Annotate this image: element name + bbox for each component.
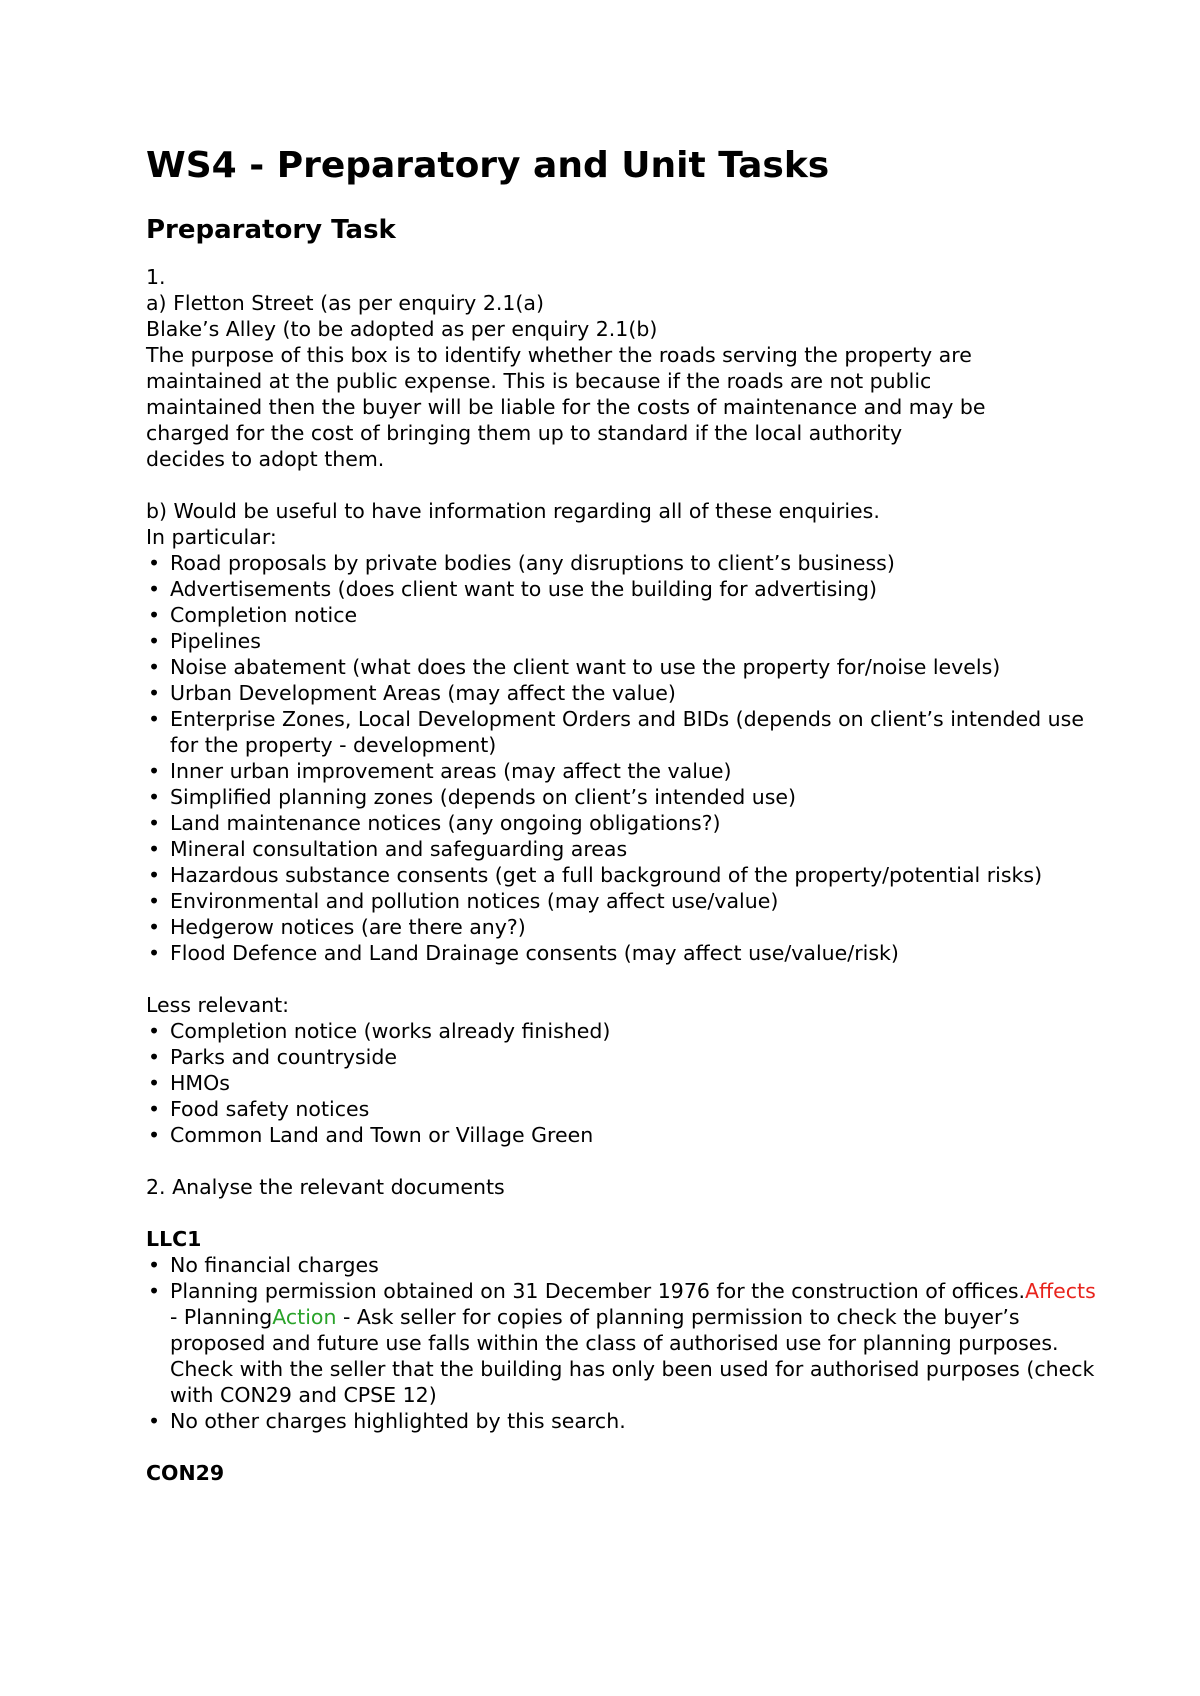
- llc1-list: [146, 1252, 1106, 1434]
- list-item: • Common Land and Town or Village Green: [146, 1122, 1106, 1148]
- list-item: • Parks and countryside: [146, 1044, 1106, 1070]
- answer-b-intro: b) Would be useful to have information regarding all of these enquiries.: [146, 499, 880, 523]
- action-label: Action: [272, 1305, 337, 1329]
- list-item: • HMOs: [146, 1070, 1106, 1096]
- con29-heading: CON29: [146, 1461, 225, 1485]
- list-item: • Pipelines: [146, 628, 1106, 654]
- list-item: • Completion notice: [146, 602, 1106, 628]
- list-item: • Enterprise Zones, Local Development Orders and BIDs (depends on client’s intended use for the property - development): [146, 706, 1106, 758]
- planning-text-1: Planning permission obtained on 31 December 1976 for the construction of offices.: [170, 1279, 1026, 1303]
- list-item: • No other charges highlighted by this search.: [146, 1408, 1106, 1434]
- less-relevant-label: Less relevant:: [146, 993, 290, 1017]
- answer-a-line: decides to adopt them.: [146, 447, 385, 471]
- section-heading: Preparatory Task: [146, 215, 396, 245]
- document-page: [146, 140, 1106, 1486]
- document-title: WS4 - Preparatory and Unit Tasks: [146, 145, 830, 186]
- list-item: • Hazardous substance consents (get a full background of the property/potential risks): [146, 862, 1106, 888]
- answer-a-line: a) Fletton Street (as per enquiry 2.1(a): [146, 291, 544, 315]
- list-item-planning-permission: [146, 1278, 1106, 1408]
- list-item: • Urban Development Areas (may affect the value): [146, 680, 1106, 706]
- planning-text-2: - Planning: [170, 1305, 273, 1329]
- relevant-enquiries-list: [146, 550, 1106, 966]
- list-item: • Simplified planning zones (depends on client’s intended use): [146, 784, 1106, 810]
- list-item: • Flood Defence and Land Drainage consents (may affect use/value/risk): [146, 940, 1106, 966]
- list-item: • Completion notice (works already finished): [146, 1018, 1106, 1044]
- answer-a-line: Blake’s Alley (to be adopted as per enquiry 2.1(b): [146, 317, 658, 341]
- answer-a-line: maintained at the public expense. This is because if the roads are not public: [146, 369, 932, 393]
- answer-a-line: charged for the cost of bringing them up to standard if the local authority: [146, 421, 903, 445]
- less-relevant-list: [146, 1018, 1106, 1148]
- answer-a: [146, 290, 1106, 472]
- answer-a-line: The purpose of this box is to identify whether the roads serving the property are: [146, 343, 972, 367]
- list-item: • Environmental and pollution notices (may affect use/value): [146, 888, 1106, 914]
- llc1-heading: LLC1: [146, 1227, 202, 1251]
- list-item: • Noise abatement (what does the client want to use the property for/noise levels): [146, 654, 1106, 680]
- planning-text-3: - Ask seller for copies of planning permission to check the buyer’s proposed and future use falls within the class of authorised use for planning purposes. Check with the seller that the building has only been used for authorised purposes (check with CON29 and CPSE 12): [170, 1305, 1095, 1407]
- answer-a-line: maintained then the buyer will be liable for the costs of maintenance and may be: [146, 395, 986, 419]
- list-item: • No financial charges: [146, 1252, 1106, 1278]
- affects-label: Affects: [1025, 1279, 1096, 1303]
- question-1-number: 1.: [146, 265, 166, 289]
- list-item: • Road proposals by private bodies (any disruptions to client’s business): [146, 550, 1106, 576]
- list-item: • Inner urban improvement areas (may affect the value): [146, 758, 1106, 784]
- answer-b-particular: In particular:: [146, 525, 277, 549]
- list-item: • Mineral consultation and safeguarding areas: [146, 836, 1106, 862]
- list-item: • Hedgerow notices (are there any?): [146, 914, 1106, 940]
- list-item: • Food safety notices: [146, 1096, 1106, 1122]
- list-item: • Land maintenance notices (any ongoing obligations?): [146, 810, 1106, 836]
- list-item: • Advertisements (does client want to use the building for advertising): [146, 576, 1106, 602]
- question-2-heading: 2. Analyse the relevant documents: [146, 1175, 505, 1199]
